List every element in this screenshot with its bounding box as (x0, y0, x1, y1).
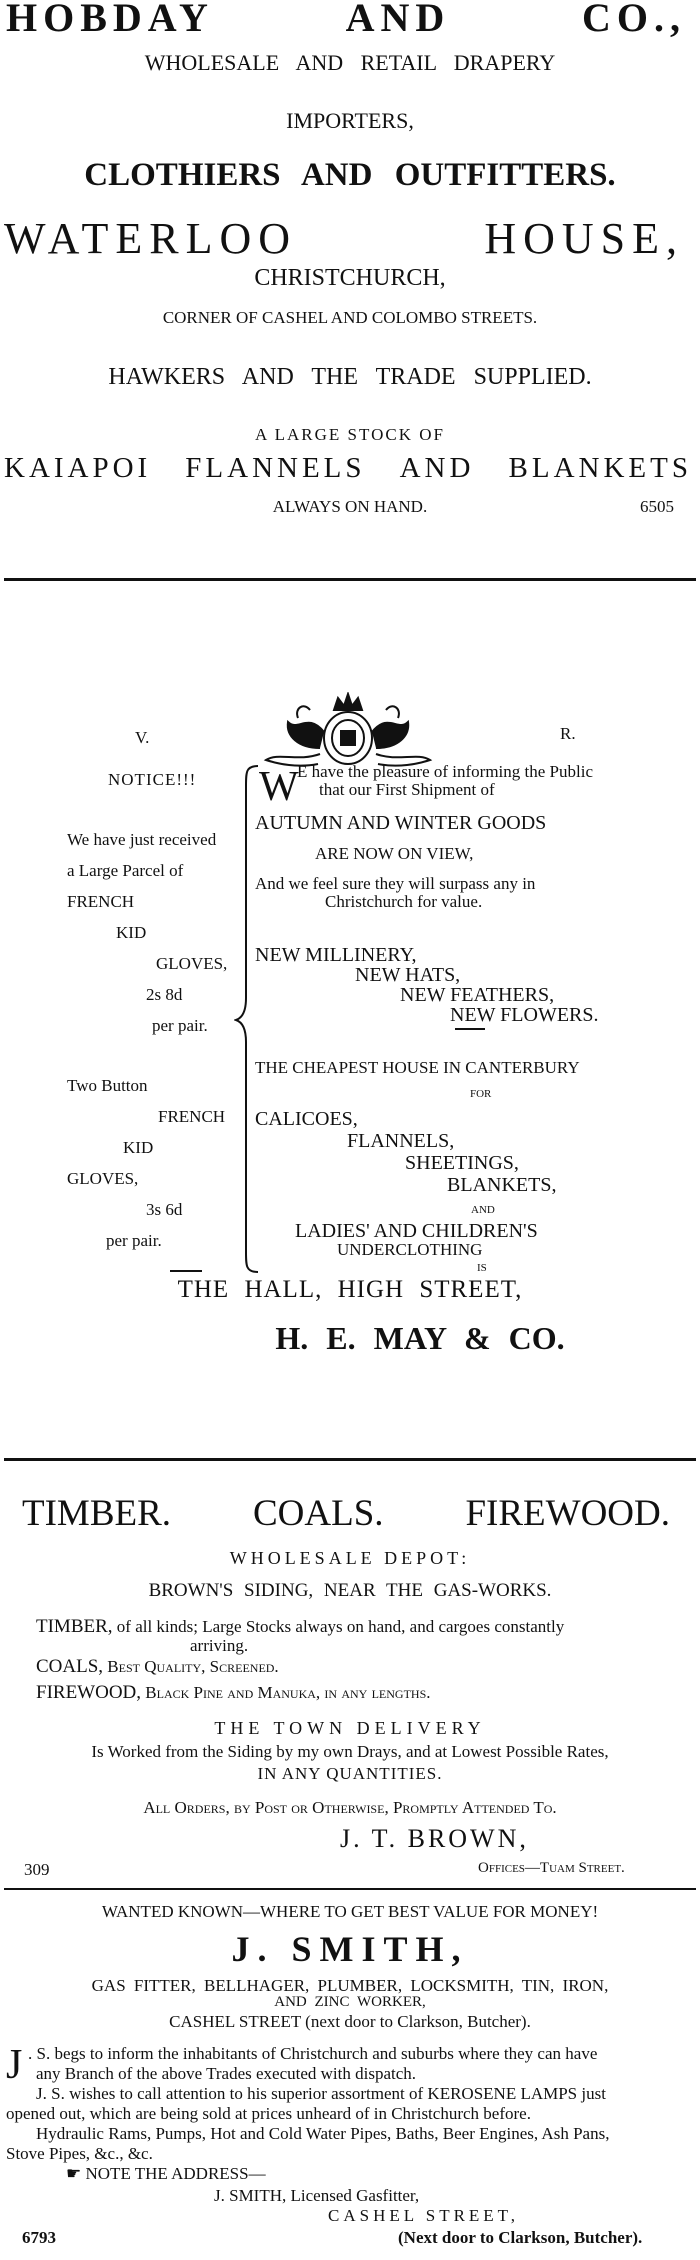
drop-cap: W (259, 764, 299, 810)
hobday-title-word: HOBDAY (6, 0, 214, 40)
firewood-text: Black Pine and Manuka, in any lengths. (145, 1683, 431, 1702)
divider (4, 1458, 696, 1461)
timber-header (22, 1492, 670, 1535)
notice-line: We have just received (67, 830, 217, 849)
notice-line: Two Button (67, 1076, 148, 1095)
large-stock-line: A LARGE STOCK OF (255, 425, 445, 444)
header-word: FIREWOOD. (465, 1493, 670, 1534)
kaiapoi-word: FLANNELS (185, 452, 366, 484)
siding-line: BROWN'S SIDING, NEAR THE GAS-WORKS. (148, 1580, 552, 1601)
always-on-hand-line: ALWAYS ON HAND. (272, 497, 428, 516)
timber-label: TIMBER, (36, 1616, 113, 1637)
corner-line: CORNER OF CASHEL AND COLOMBO STREETS. (162, 308, 538, 327)
notice-line: a Large Parcel of (67, 861, 184, 880)
offices-line: Offices—Tuam Street. (478, 1860, 625, 1876)
coals-label: COALS, (36, 1656, 104, 1677)
note-line (66, 2164, 266, 2184)
worked-line: Is Worked from the Siding by my own Drays, and at Lowest Possible Rates, (91, 1742, 609, 1761)
cashel-line: CASHEL STREET (next door to Clarkson, Butcher). (169, 2012, 531, 2031)
orders-line: All Orders, by Post or Otherwise, Promptly Attended To. (143, 1798, 557, 1817)
paragraph-line: any Branch of the above Trades executed with dispatch. (36, 2064, 417, 2083)
for-line: FOR (470, 1088, 492, 1100)
waterloo-word: HOUSE, (484, 214, 684, 263)
ad-number: 6505 (640, 497, 674, 516)
intro-line: E have the pleasure of informing the Public (297, 762, 593, 781)
v-mark: V. (135, 728, 150, 747)
fabric-line: SHEETINGS, (405, 1152, 519, 1174)
brace-icon (234, 762, 262, 1276)
fabric-line: BLANKETS, (447, 1174, 557, 1196)
note-text: NOTE THE ADDRESS— (85, 2164, 266, 2183)
timber-text-cont: arriving. (190, 1636, 249, 1655)
underclothing-line: UNDERCLOTHING (337, 1240, 483, 1259)
smith-name: J. SMITH, (231, 1929, 469, 1969)
notice-line: per pair. (106, 1231, 162, 1250)
pointing-hand-icon: ☛ (66, 2164, 82, 2183)
intro-line: that our First Shipment of (319, 780, 495, 799)
ad-number: 309 (24, 1860, 50, 1879)
town-delivery-line: THE TOWN DELIVERY (214, 1718, 486, 1738)
notice-line: per pair. (152, 1016, 208, 1035)
may-name-line: H. E. MAY & CO. (275, 1320, 565, 1356)
header-word: COALS. (252, 1493, 384, 1534)
fabric-line: FLANNELS, (347, 1130, 455, 1152)
hall-line: THE HALL, HIGH STREET, (177, 1276, 523, 1303)
on-view-line: ARE NOW ON VIEW, (315, 844, 474, 863)
coals-item (36, 1656, 279, 1678)
and-line: AND (471, 1204, 495, 1216)
notice-line: KID (123, 1138, 154, 1157)
paragraph-line: opened out, which are being sold at prices unheard of in Christchurch before. (6, 2104, 531, 2123)
divider (4, 1888, 696, 1890)
millinery-line: NEW FEATHERS, (400, 984, 555, 1006)
millinery-line: NEW FLOWERS. (450, 1004, 599, 1026)
depot-line: WHOLESALE DEPOT: (229, 1548, 471, 1568)
feel-sure-line: Christchurch for value. (325, 892, 483, 911)
street-line: CASHEL STREET, (328, 2206, 520, 2225)
brown-name: J. T. BROWN, (340, 1824, 529, 1853)
quantities-line: IN ANY QUANTITIES. (257, 1764, 443, 1783)
short-rule (170, 1270, 202, 1272)
paragraph-line: J. S. wishes to call attention to his superior assortment of KEROSENE LAMPS just (36, 2084, 606, 2103)
short-rule (455, 1028, 485, 1030)
trades-line: GAS FITTER, BELLHAGER, PLUMBER, LOCKSMITH, TIN, IRON, (91, 1976, 609, 1995)
timber-text: of all kinds; Large Stocks always on hand, and cargoes constantly (116, 1617, 565, 1636)
royal-crest-icon (258, 692, 438, 770)
kaiapoi-line (4, 452, 692, 485)
hawkers-line: HAWKERS AND THE TRADE SUPPLIED. (108, 364, 592, 390)
drop-cap: J (6, 2042, 23, 2088)
notice-heading: NOTICE!!! (108, 770, 197, 789)
notice-line: KID (116, 923, 147, 942)
clothiers-line: CLOTHIERS AND OUTFITTERS. (84, 157, 616, 193)
is-line: IS (477, 1262, 487, 1274)
hobday-title-word: AND (345, 0, 451, 40)
notice-line: FRENCH (158, 1107, 226, 1126)
nextdoor-line: (Next door to Clarkson, Butcher). (398, 2228, 643, 2247)
coals-text: Best Quality, Screened. (107, 1657, 279, 1676)
notice-line: 2s 8d (146, 985, 183, 1004)
ladies-line: LADIES' AND CHILDREN'S (295, 1220, 538, 1242)
fabric-line: CALICOES, (255, 1108, 358, 1130)
hobday-title-word: CO., (581, 0, 686, 40)
waterloo-house-line (4, 213, 684, 264)
firewood-item (36, 1682, 431, 1704)
ad-number: 6793 (22, 2228, 56, 2247)
kaiapoi-word: AND (399, 452, 475, 484)
cheapest-line: THE CHEAPEST HOUSE IN CANTERBURY (255, 1058, 580, 1077)
feel-sure-line: And we feel sure they will surpass any in (255, 874, 536, 893)
millinery-line: NEW HATS, (355, 964, 461, 986)
timber-item (36, 1616, 564, 1638)
gasfitter-line: J. SMITH, Licensed Gasfitter, (214, 2186, 420, 2205)
autumn-goods-line: AUTUMN AND WINTER GOODS (255, 812, 547, 834)
notice-line: GLOVES, (67, 1169, 139, 1188)
r-mark: R. (560, 724, 576, 743)
notice-line: FRENCH (67, 892, 135, 911)
notice-line: GLOVES, (156, 954, 228, 973)
importers-line: IMPORTERS, (286, 108, 414, 133)
header-word: TIMBER. (22, 1493, 172, 1534)
christchurch-line: CHRISTCHURCH, (254, 265, 446, 291)
notice-line: 3s 6d (146, 1200, 183, 1219)
hobday-title (6, 0, 686, 41)
millinery-line: NEW MILLINERY, (255, 944, 417, 966)
kaiapoi-word: KAIAPOI (4, 452, 152, 484)
wanted-line: WANTED KNOWN—WHERE TO GET BEST VALUE FOR MONEY! (101, 1902, 599, 1921)
waterloo-word: WATERLOO (4, 214, 298, 263)
paragraph-line: Hydraulic Rams, Pumps, Hot and Cold Water Pipes, Baths, Beer Engines, Ash Pans, (36, 2124, 610, 2143)
paragraph-line: Stove Pipes, &c., &c. (6, 2144, 153, 2163)
firewood-label: FIREWOOD, (36, 1682, 142, 1703)
drapery-line: WHOLESALE AND RETAIL DRAPERY (144, 50, 556, 75)
divider (4, 578, 696, 581)
kaiapoi-word: BLANKETS (508, 452, 692, 484)
paragraph-line: . S. begs to inform the inhabitants of Christchurch and suburbs where they can have (28, 2044, 598, 2063)
zinc-line: AND ZINC WORKER, (274, 1994, 426, 2010)
